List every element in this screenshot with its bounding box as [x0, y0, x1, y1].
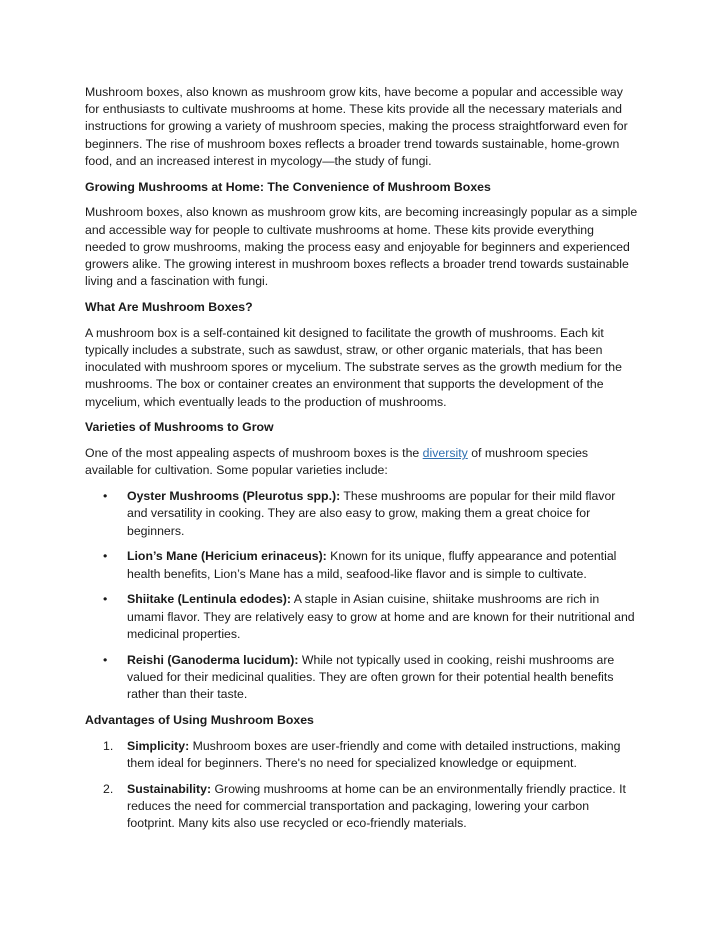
variety-term: Reishi (Ganoderma lucidum): — [127, 652, 299, 667]
bullet-icon: • — [103, 592, 108, 607]
diversity-link[interactable]: diversity — [422, 446, 468, 461]
list-item — [85, 591, 638, 643]
heading-what-are-mushroom-boxes: What Are Mushroom Boxes? — [85, 300, 253, 315]
variety-term: Lion’s Mane (Hericium erinaceus): — [127, 549, 327, 564]
advantage-term: Simplicity: — [127, 738, 190, 753]
varieties-text-before-link: One of the most appealing aspects of mushroom boxes is the — [85, 446, 423, 461]
heading-advantages: Advantages of Using Mushroom Boxes — [85, 712, 314, 727]
intro-paragraph: Mushroom boxes, also known as mushroom grow kits, have become a popular and accessible way for enthusiasts to cultivate mushrooms at home. These kits provide all the necessary materials and instructions for growing a variety of mushroom species, making the process straightforward even for beginners. The rise of mushroom boxes reflects a broader trend towards sustainable, home-grown food, and an increased interest in mycology—the study of fungi. — [85, 85, 628, 168]
heading-varieties: Varieties of Mushrooms to Grow — [85, 420, 274, 435]
variety-description: Known for its unique, fluffy appearance and potential health benefits, Lion’s Mane has a mild, seafood-like flavor and is simple to cultivate. — [127, 549, 617, 581]
varieties-text-after-link: of mushroom species available for cultivation. Some popular varieties include: — [85, 446, 589, 478]
variety-term: Oyster Mushrooms (Pleurotus spp.): — [127, 489, 341, 504]
advantage-description: Mushroom boxes are user-friendly and come with detailed instructions, making them ideal for beginners. There's no need for specialized knowledge or equipment. — [127, 738, 621, 770]
list-item — [85, 488, 638, 540]
variety-term: Shiitake (Lentinula edodes): — [127, 592, 291, 607]
advantage-description: Growing mushrooms at home can be an environmentally friendly practice. It reduces the need for commercial transportation and packaging, lowering your carbon footprint. Many kits also use recycled or eco-friendly materials. — [127, 781, 626, 831]
heading-growing-at-home: Growing Mushrooms at Home: The Convenience of Mushroom Boxes — [85, 179, 491, 194]
list-number: 1. — [103, 738, 114, 753]
bullet-icon: • — [103, 549, 108, 564]
growing-at-home-paragraph: Mushroom boxes, also known as mushroom grow kits, are becoming increasingly popular as a simple and accessible way for people to cultivate mushrooms at home. These kits provide everything needed to grow mushrooms, making the process easy and enjoyable for beginners and experienced growers alike. The growing interest in mushroom boxes reflects a broader trend towards sustainable living and a fascination with fungi. — [85, 205, 638, 289]
document-page — [85, 84, 638, 841]
varieties-list — [85, 488, 638, 703]
bullet-icon: • — [103, 489, 108, 504]
variety-description: A staple in Asian cuisine, shiitake mushrooms are rich in umami flavor. They are relatively easy to grow at home and are known for their nutritional and medicinal properties. — [127, 592, 635, 641]
variety-description: These mushrooms are popular for their mild flavor and versatility in cooking. They are also easy to grow, making them a great choice for beginners. — [127, 489, 616, 538]
what-are-mushroom-boxes-paragraph: A mushroom box is a self-contained kit designed to facilitate the growth of mushrooms. Each kit typically includes a substrate, such as sawdust, straw, or other organic materials, that has been inoculated with mushroom spores or mycelium. The substrate serves as the growth medium for the mushrooms. The box or container creates an environment that supports the development of the mycelium, which eventually leads to the production of mushrooms. — [85, 325, 622, 409]
advantages-list — [85, 738, 638, 833]
list-item — [85, 548, 638, 582]
advantage-term: Sustainability: — [127, 781, 212, 796]
variety-description: While not typically used in cooking, reishi mushrooms are valued for their medicinal qualities. They are often grown for their potential health benefits rather than their taste. — [127, 652, 615, 702]
varieties-paragraph — [85, 445, 638, 479]
bullet-icon: • — [103, 652, 108, 667]
list-item — [85, 781, 638, 833]
list-item — [85, 652, 638, 704]
list-item — [85, 738, 638, 772]
list-number: 2. — [103, 781, 114, 796]
